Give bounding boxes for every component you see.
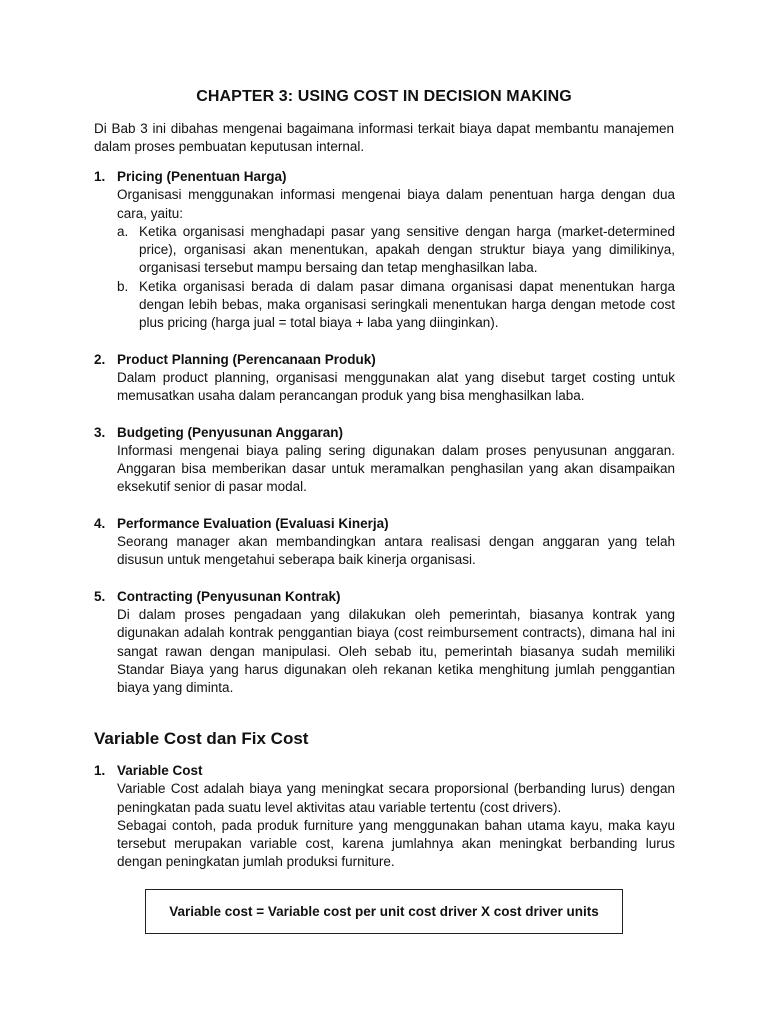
list-item-budgeting [94, 424, 675, 497]
item-body: Variable Cost adalah biaya yang meningkat secara proporsional (berbanding lurus) dengan peningkatan pada suatu level aktivitas atau variable tertentu (cost drivers). [117, 781, 675, 815]
list-item-pricing [94, 168, 675, 333]
cost-type-list [94, 762, 675, 890]
item-number: 5. [94, 588, 106, 604]
list-item-performance-evaluation [94, 515, 675, 570]
pricing-sub-list [117, 223, 675, 333]
item-number: 4. [94, 515, 106, 531]
item-number: 3. [94, 424, 106, 440]
item-heading: Performance Evaluation (Evaluasi Kinerja) [117, 515, 389, 531]
sub-item-a [117, 223, 675, 278]
list-item-contracting [94, 588, 675, 698]
item-body: Seorang manager akan membandingkan antara realisasi dengan anggaran yang telah disusun untuk mengetahui seberapa baik kinerja organisasi. [117, 534, 675, 568]
item-heading: Budgeting (Penyusunan Anggaran) [117, 424, 343, 440]
item-body: Dalam product planning, organisasi menggunakan alat yang disebut target costing untuk memusatkan usaha dalam perancangan produk yang bisa menghasilkan laba. [117, 369, 675, 404]
formula-text: Variable cost = Variable cost per unit cost driver X cost driver units [169, 904, 599, 919]
item-body: Organisasi menggunakan informasi mengenai biaya dalam penentuan harga dengan dua cara, yaitu: [117, 187, 675, 221]
sub-item-letter: a. [117, 223, 129, 239]
list-item-product-planning [94, 351, 675, 406]
sub-item-letter: b. [117, 278, 129, 294]
chapter-title: CHAPTER 3: USING COST IN DECISION MAKING [196, 88, 572, 105]
item-body-example: Sebagai contoh, pada produk furniture yang menggunakan bahan utama kayu, maka kayu tersebut merupakan variable cost, karena jumlahnya akan meningkat berbanding lurus dengan peningkatan jumlah produksi furniture. [117, 817, 675, 870]
list-item-variable-cost [94, 762, 675, 872]
item-body: Informasi mengenai biaya paling sering digunakan dalam proses penyusunan anggaran. Anggaran bisa memberikan dasar untuk meramalkan penghasilan yang akan disampaikan eksekutif senior di pasar modal. [117, 442, 675, 495]
item-number: 2. [94, 351, 106, 367]
item-heading: Variable Cost [117, 763, 203, 778]
formula-box [145, 889, 623, 934]
item-heading: Pricing (Penentuan Harga) [117, 169, 287, 184]
sub-item-b [117, 278, 675, 333]
item-number: 1. [94, 763, 106, 778]
item-body: Di dalam proses pengadaan yang dilakukan oleh pemerintah, biasanya kontrak yang digunakan adalah kontrak penggantian biaya (cost reimbursement contracts), dimana hal ini sangat rawan dengan manipulasi. Oleh sebab itu, pemerintah biasanya sudah memiliki Standar Biaya yang harus digunakan oleh rekanan ketika menghitung jumlah penggantian biaya yang diminta. [117, 606, 675, 696]
intro-paragraph: Di Bab 3 ini dibahas mengenai bagaimana informasi terkait biaya dapat membantu manajemen dalam proses pembuatan keputusan internal. [94, 121, 674, 155]
item-heading: Product Planning (Perencanaan Produk) [117, 351, 376, 367]
usage-list [94, 168, 675, 715]
sub-item-text: Ketika organisasi menghadapi pasar yang sensitive dengan harga (market-determined price), organisasi akan menentukan, apakah dengan struktur biaya yang dimilikinya, organisasi tersebut mampu bersaing dan tetap menghasilkan laba. [139, 223, 675, 276]
item-heading: Contracting (Penyusunan Kontrak) [117, 588, 341, 604]
section-heading-variable-fix-cost: Variable Cost dan Fix Cost [94, 729, 309, 748]
sub-item-text: Ketika organisasi berada di dalam pasar dimana organisasi dapat menentukan harga dengan lebih bebas, maka organisasi seringkali menentukan harga dengan metode cost plus pricing (harga jual = total biaya + laba yang diinginkan). [139, 278, 675, 331]
item-number: 1. [94, 169, 106, 184]
